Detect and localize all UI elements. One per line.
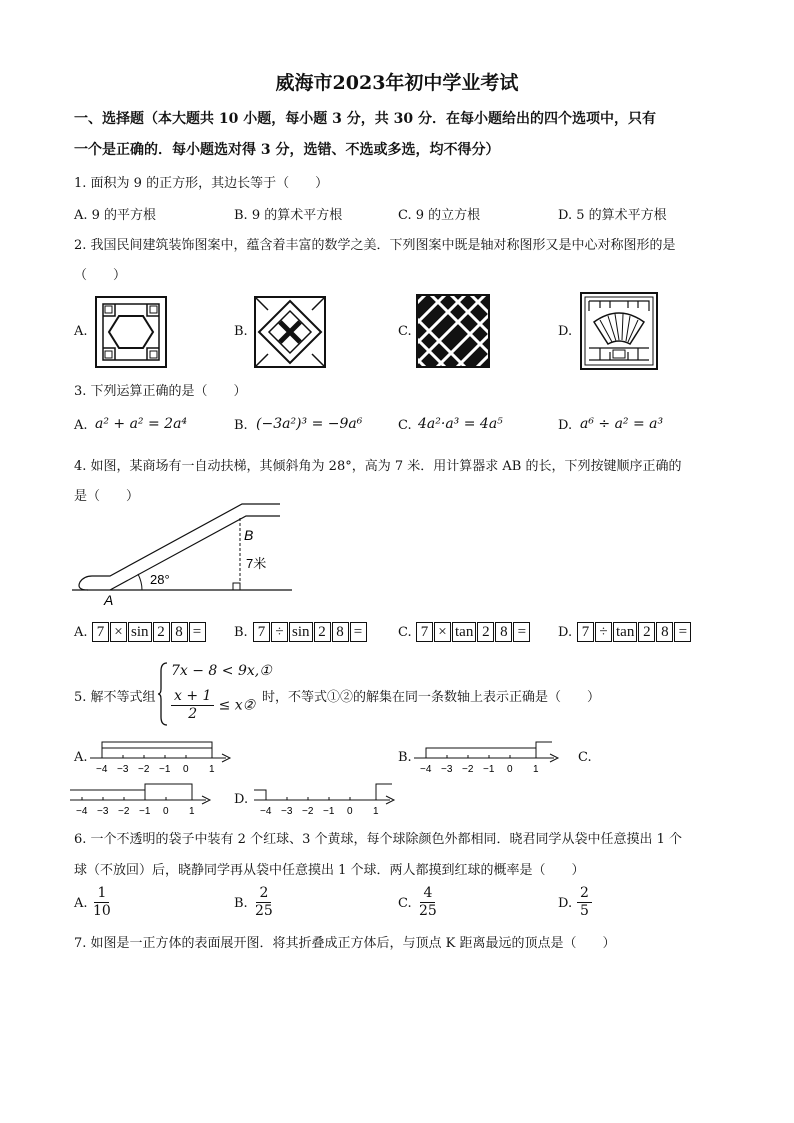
key: = xyxy=(350,622,367,642)
q5-label-c: C. xyxy=(578,750,592,765)
q6-fraction-c xyxy=(416,885,440,920)
q4-label-c: C. xyxy=(398,625,412,640)
key: tan xyxy=(452,622,476,642)
q3-label-b: B. xyxy=(234,418,248,433)
q6-label-d: D. xyxy=(558,896,573,911)
pattern-a-image xyxy=(95,296,167,368)
q4-keys-c xyxy=(416,622,531,642)
q2-label-d: D. xyxy=(558,324,573,339)
key: 2 xyxy=(314,622,331,642)
q1-option-b: B. 9 的算术平方根 xyxy=(234,208,343,223)
inequality-2-tail: ≤ x② xyxy=(218,697,256,714)
q7-stem: 7. 如图是一正方体的表面展开图．将其折叠成正方体后，与顶点 K 距离最远的顶点是（ ） xyxy=(74,936,616,951)
tick-label: −1 xyxy=(139,806,151,817)
q1-option-c: C. 9 的立方根 xyxy=(398,208,481,223)
key: 7 xyxy=(416,622,433,642)
tick-label: −4 xyxy=(260,806,272,817)
q3-expr-a: a² + a² = 2a⁴ xyxy=(95,416,188,432)
key: ÷ xyxy=(595,622,612,642)
q1-option-d: D. 5 的算术平方根 xyxy=(558,208,667,223)
q6-label-c: C. xyxy=(398,896,412,911)
tick-label: 1 xyxy=(373,806,379,817)
tick-label: 0 xyxy=(507,764,513,775)
q4-label-d: D. xyxy=(558,625,573,640)
q6-label-a: A. xyxy=(74,896,88,911)
key: 7 xyxy=(253,622,270,642)
pattern-d-image xyxy=(580,292,658,370)
height-label: 7米 xyxy=(246,556,267,571)
tick-label: −2 xyxy=(118,806,130,817)
key: ÷ xyxy=(271,622,288,642)
page-title: 威海市2023年初中学业考试 xyxy=(275,72,519,94)
q6-fraction-a xyxy=(90,885,114,920)
numerator: 2 xyxy=(256,885,271,903)
key: 2 xyxy=(477,622,494,642)
pattern-b-image xyxy=(254,296,326,368)
key: sin xyxy=(289,622,313,642)
section-heading-line2: 一个是正确的．每小题选对得 3 分，选错、不选或多选，均不得分） xyxy=(74,142,500,158)
q2-label-b: B. xyxy=(234,324,248,339)
brace-icon xyxy=(157,661,169,727)
number-line-a xyxy=(88,738,233,778)
numerator: x + 1 xyxy=(171,688,214,706)
denominator: 25 xyxy=(255,903,273,919)
key: 8 xyxy=(656,622,673,642)
key: = xyxy=(674,622,691,642)
q2-label-a: A. xyxy=(74,324,88,339)
tick-label: −1 xyxy=(323,806,335,817)
q3-expr-d: a⁶ ÷ a² = a³ xyxy=(580,416,664,432)
q4-stem-line2: 是（ ） xyxy=(74,489,140,504)
q6-fraction-b xyxy=(252,885,276,920)
q6-stem-line2: 球（不放回）后，晓静同学再从袋中任意摸出 1 个球．两人都摸到红球的概率是（ ） xyxy=(74,863,585,878)
tick-label: 0 xyxy=(347,806,353,817)
tick-label: 0 xyxy=(163,806,169,817)
fraction xyxy=(171,688,214,723)
key: × xyxy=(110,622,127,642)
q1-option-a: A. 9 的平方根 xyxy=(74,208,157,223)
q3-label-d: D. xyxy=(558,418,573,433)
q4-label-a: A. xyxy=(74,625,88,640)
q6-label-b: B. xyxy=(234,896,248,911)
q4-label-b: B. xyxy=(234,625,248,640)
tick-label: −1 xyxy=(159,764,171,775)
q2-stem-line1: 2. 我国民间建筑装饰图案中，蕴含着丰富的数学之美．下列图案中既是轴对称图形又是中心对称图形的是 xyxy=(74,238,676,253)
numerator: 2 xyxy=(577,885,592,903)
number-line-d xyxy=(252,780,397,820)
tick-label: −2 xyxy=(302,806,314,817)
key: sin xyxy=(128,622,152,642)
tick-label: −1 xyxy=(483,764,495,775)
key: 8 xyxy=(171,622,188,642)
q5-suffix: 时，不等式①②的解集在同一条数轴上表示正确是（ ） xyxy=(262,690,601,705)
q2-label-c: C. xyxy=(398,324,412,339)
key: 7 xyxy=(92,622,109,642)
numerator: 1 xyxy=(94,885,109,903)
tick-label: −3 xyxy=(117,764,129,775)
tick-label: −3 xyxy=(97,806,109,817)
tick-label: 0 xyxy=(183,764,189,775)
escalator-figure xyxy=(70,502,300,608)
denominator: 10 xyxy=(93,903,111,919)
key: = xyxy=(513,622,530,642)
number-line-c xyxy=(68,780,213,820)
q4-keys-d xyxy=(577,622,692,642)
key: 2 xyxy=(153,622,170,642)
q4-keys-b xyxy=(253,622,368,642)
key: 7 xyxy=(577,622,594,642)
q2-stem-line2: （ ） xyxy=(74,268,127,283)
q3-expr-b: (−3a²)³ = −9a⁶ xyxy=(256,416,363,432)
q1-stem: 1. 面积为 9 的正方形，其边长等于（ ） xyxy=(74,176,329,191)
tick-label: −2 xyxy=(462,764,474,775)
tick-label: −3 xyxy=(441,764,453,775)
tick-label: 1 xyxy=(189,806,195,817)
q3-stem: 3. 下列运算正确的是（ ） xyxy=(74,384,247,399)
number-line-b xyxy=(412,738,562,778)
angle-label: 28° xyxy=(150,572,170,587)
tick-label: −2 xyxy=(138,764,150,775)
key: tan xyxy=(613,622,637,642)
key: × xyxy=(434,622,451,642)
tick-label: −4 xyxy=(420,764,432,775)
q5-inequality-1: 7x − 8 < 9x,① xyxy=(171,663,272,679)
q5-label-d: D. xyxy=(234,792,249,807)
key: 2 xyxy=(638,622,655,642)
point-b-label: B xyxy=(244,527,254,543)
key: 8 xyxy=(495,622,512,642)
tick-label: 1 xyxy=(209,764,215,775)
key: = xyxy=(189,622,206,642)
q5-label-b: B. xyxy=(398,750,412,765)
key: 8 xyxy=(332,622,349,642)
denominator: 5 xyxy=(580,903,589,919)
q4-keys-a xyxy=(92,622,207,642)
tick-label: −4 xyxy=(96,764,108,775)
tick-label: −4 xyxy=(76,806,88,817)
q3-label-c: C. xyxy=(398,418,412,433)
q5-label-a: A. xyxy=(74,750,88,765)
tick-label: −3 xyxy=(281,806,293,817)
q4-stem-line1: 4. 如图，某商场有一自动扶梯，其倾斜角为 28°，高为 7 米．用计算器求 AB 的长，下列按键顺序正确的 xyxy=(74,459,682,474)
pattern-c-image xyxy=(416,294,490,368)
point-a-label: A xyxy=(104,592,114,608)
q6-stem-line1: 6. 一个不透明的袋子中装有 2 个红球、3 个黄球，每个球除颜色外都相同．晓君同学从袋中任意摸出 1 个 xyxy=(74,832,683,847)
denominator: 25 xyxy=(419,903,437,919)
q5-prefix: 5. 解不等式组 xyxy=(74,690,156,705)
numerator: 4 xyxy=(420,885,435,903)
q3-expr-c: 4a²·a³ = 4a⁵ xyxy=(418,416,503,432)
q6-fraction-d xyxy=(577,885,592,920)
q5-inequality-2 xyxy=(171,688,255,723)
q3-label-a: A. xyxy=(74,418,88,433)
denominator: 2 xyxy=(188,706,198,722)
section-heading-line1: 一、选择题（本大题共 10 小题，每小题 3 分，共 30 分．在每小题给出的四个选项中，只有 xyxy=(74,111,656,127)
tick-label: 1 xyxy=(533,764,539,775)
